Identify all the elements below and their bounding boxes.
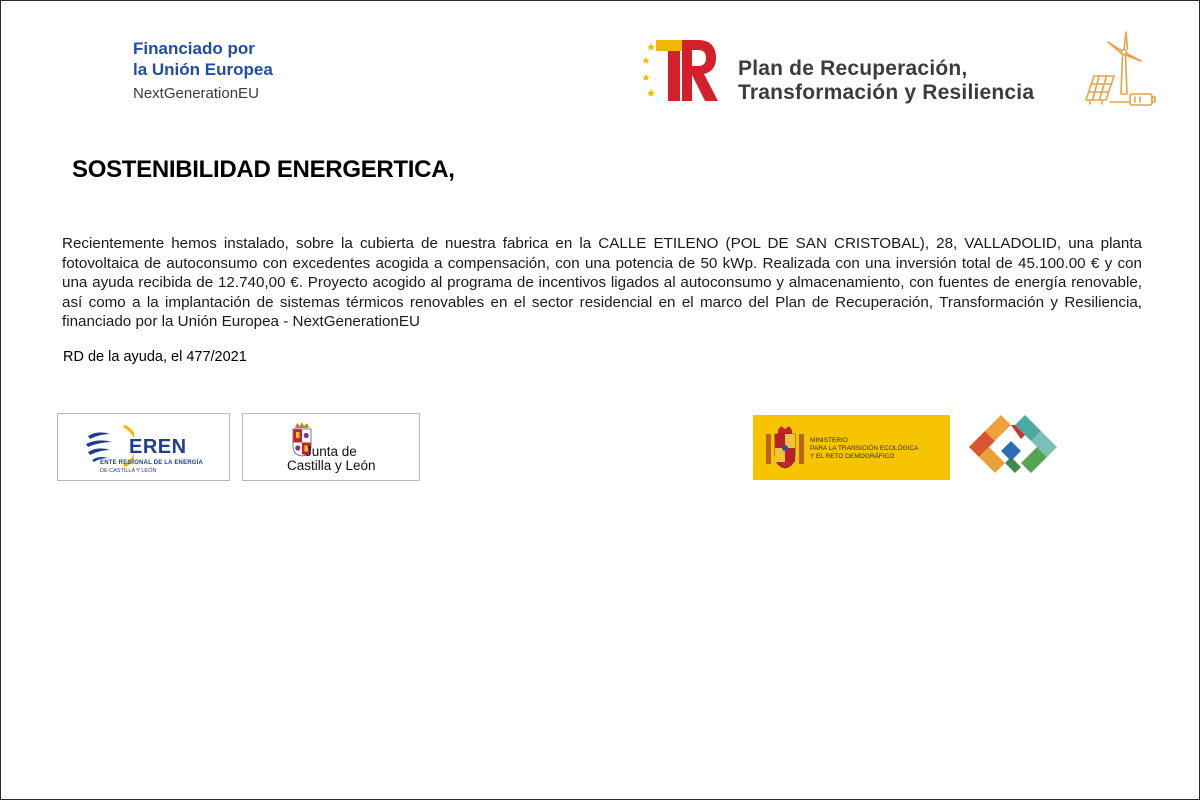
eu-line-1: Financiado por [133,39,255,58]
eren-subtitle-2: DE CASTILLA Y LEÓN [100,468,157,474]
renewable-energy-icon [1080,30,1160,108]
ministerio-line-2: PARA LA TRANSICIÓN ECOLÓGICA [810,445,919,452]
eu-line-3: NextGenerationEU [133,85,259,102]
prtr-logo-icon [642,38,722,104]
ministerio-line-1: MINISTERIO [810,437,848,444]
eren-logo [57,413,230,481]
body-paragraph: Recientemente hemos instalado, sobre la cubierta de nuestra fabrica en la CALLE ETILENO (POL DE SAN CRISTOBAL), 28, VALLADOLID, una planta fotovoltaica de autoconsumo con excedentes acogida a compensación, con una potencia de 50 kWp. Realizada con una inversión total de 45.100.00 € y con una ayuda recibida de 12.740,00 €. Proyecto acogido al programa de incentivos ligados al autoconsumo y almacenamiento, con fuentes de energía renovable, así como a la implantación de sistemas térmicos renovables en el sector residencial en el marco del Plan de Recuperación, Transformación y Resiliencia, financiado por la Unión Europea - NextGenerationEU [62,235,1142,330]
ministerio-line-3: Y EL RETO DEMOGRÁFICO [810,453,895,460]
junta-line-1: Junta de [305,444,357,459]
eu-line-2: la Unión Europea [133,60,273,79]
prtr-title [738,57,1034,105]
page-title: SOSTENIBILIDAD ENERGERTICA, [72,156,455,183]
idae-logo-icon [965,414,1061,480]
spain-coat-of-arms-icon [763,424,807,472]
eu-funding-label [133,38,273,104]
prtr-line-2: Transformación y Resiliencia [738,81,1035,104]
eren-wordmark: EREN [129,436,187,458]
junta-castilla-leon-logo [242,413,420,481]
ministerio-transicion-ecologica-logo [753,415,950,480]
prtr-line-1: Plan de Recuperación, [738,57,968,80]
junta-line-2: Castilla y León [287,458,376,473]
eren-subtitle-1: ENTE REGIONAL DE LA ENERGÍA [100,460,204,466]
rd-reference: RD de la ayuda, el 477/2021 [63,349,247,365]
